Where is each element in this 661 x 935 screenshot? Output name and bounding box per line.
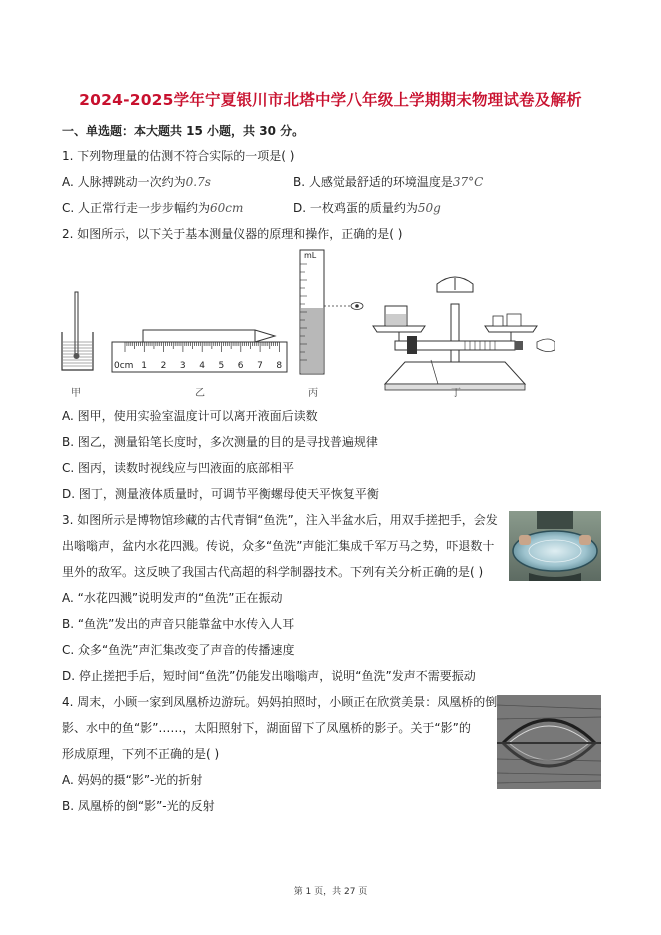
cylinder-unit-label: mL [304, 251, 317, 260]
ruler-tick-label: 5 [218, 361, 225, 371]
ruler-tick-label: 8 [276, 361, 283, 371]
q3-option-a: A. “水花四溅”说明发声的“鱼洗”正在振动 [62, 591, 283, 605]
fish-basin-photo [509, 511, 601, 581]
ruler-pencil-diagram [112, 330, 287, 372]
page-footer: 第 1 页，共 27 页 [293, 887, 368, 897]
q3-line-2: 出嗡嗡声，盆内水花四溅。传说，众多“鱼洗”声能汇集成千军万马之势，吓退数十 [62, 539, 495, 553]
q2-option-b: B. 图乙，测量铅笔长度时，多次测量的目的是寻找普遍规律 [62, 435, 378, 449]
ruler-tick-label: 3 [179, 361, 186, 371]
q1-option-a: A. 人脉搏跳动一次约为0.7s [62, 175, 211, 189]
q1-stem: 1. 下列物理量的估测不符合实际的一项是( ) [62, 149, 295, 163]
section-heading: 一、单选题：本大题共 15 小题，共 30 分。 [62, 124, 305, 138]
q1-option-d: D. 一枚鸡蛋的质量约为50g [293, 201, 441, 215]
q1-option-b: B. 人感觉最舒适的环境温度是37°C [293, 175, 484, 189]
balance-scale-diagram [373, 277, 555, 390]
hand-icon [537, 339, 555, 352]
ruler-unit-label: 0cm [114, 361, 134, 371]
ruler-tick-label: 2 [160, 361, 167, 371]
q2-option-a: A. 图甲，使用实验室温度计可以离开液面后读数 [62, 409, 318, 423]
q3-option-c: C. 众多“鱼洗”声汇集改变了声音的传播速度 [62, 643, 295, 657]
thermometer-beaker-diagram [62, 292, 93, 370]
ruler-tick-label: 6 [237, 361, 244, 371]
q4-line-2: 影、水中的鱼“影”……，太阳照射下，湖面留下了凤凰桥的影子。关于“影”的 [62, 721, 471, 735]
q2-option-c: C. 图丙，读数时视线应与凹液面的底部相平 [62, 461, 295, 475]
fig-label-jia: 甲 [71, 388, 81, 399]
q3-option-d: D. 停止搓把手后，短时间“鱼洗”仍能发出嗡嗡声，说明“鱼洗”发声不需要振动 [62, 669, 476, 683]
phoenix-bridge-photo [497, 695, 601, 789]
fig-label-ding: 丁 [451, 388, 461, 399]
q2-stem: 2. 如图所示，以下关于基本测量仪器的原理和操作，正确的是( ) [62, 227, 403, 241]
ruler-tick-label: 7 [257, 361, 263, 371]
q1-option-c: C. 人正常行走一步步幅约为60cm [62, 201, 244, 215]
measurement-instruments-figure [55, 244, 555, 404]
q2-option-d: D. 图丁，测量液体质量时，可调节平衡螺母使天平恢复平衡 [62, 487, 379, 501]
ruler-tick-label: 1 [141, 361, 148, 371]
document-title: 2024-2025学年宁夏银川市北塔中学八年级上学期期末物理试卷及解析 [79, 91, 582, 109]
q4-option-b: B. 凤凰桥的倒“影”-光的反射 [62, 799, 215, 813]
fig-label-bing: 丙 [308, 388, 318, 399]
q4-line-1: 4. 周末，小顾一家到凤凰桥边游玩。妈妈拍照时，小顾正在欣赏美景：凤凰桥的倒 [62, 695, 498, 709]
q4-line-3: 形成原理，下列不正确的是( ) [62, 747, 220, 761]
q3-line-3: 里外的敌军。这反映了我国古代高超的科学制器技术。下列有关分析正确的是( ) [62, 565, 484, 579]
ruler-tick-label: 4 [199, 361, 205, 371]
q3-option-b: B. “鱼洗”发出的声音只能靠盆中水传入人耳 [62, 617, 295, 631]
q4-option-a: A. 妈妈的摄“影”-光的折射 [62, 773, 203, 787]
fig-label-yi: 乙 [195, 388, 205, 399]
q3-line-1: 3. 如图所示是博物馆珍藏的古代青铜“鱼洗”，注入半盆水后，用双手搓把手，会发 [62, 513, 498, 527]
measuring-cylinder-diagram [300, 250, 363, 374]
